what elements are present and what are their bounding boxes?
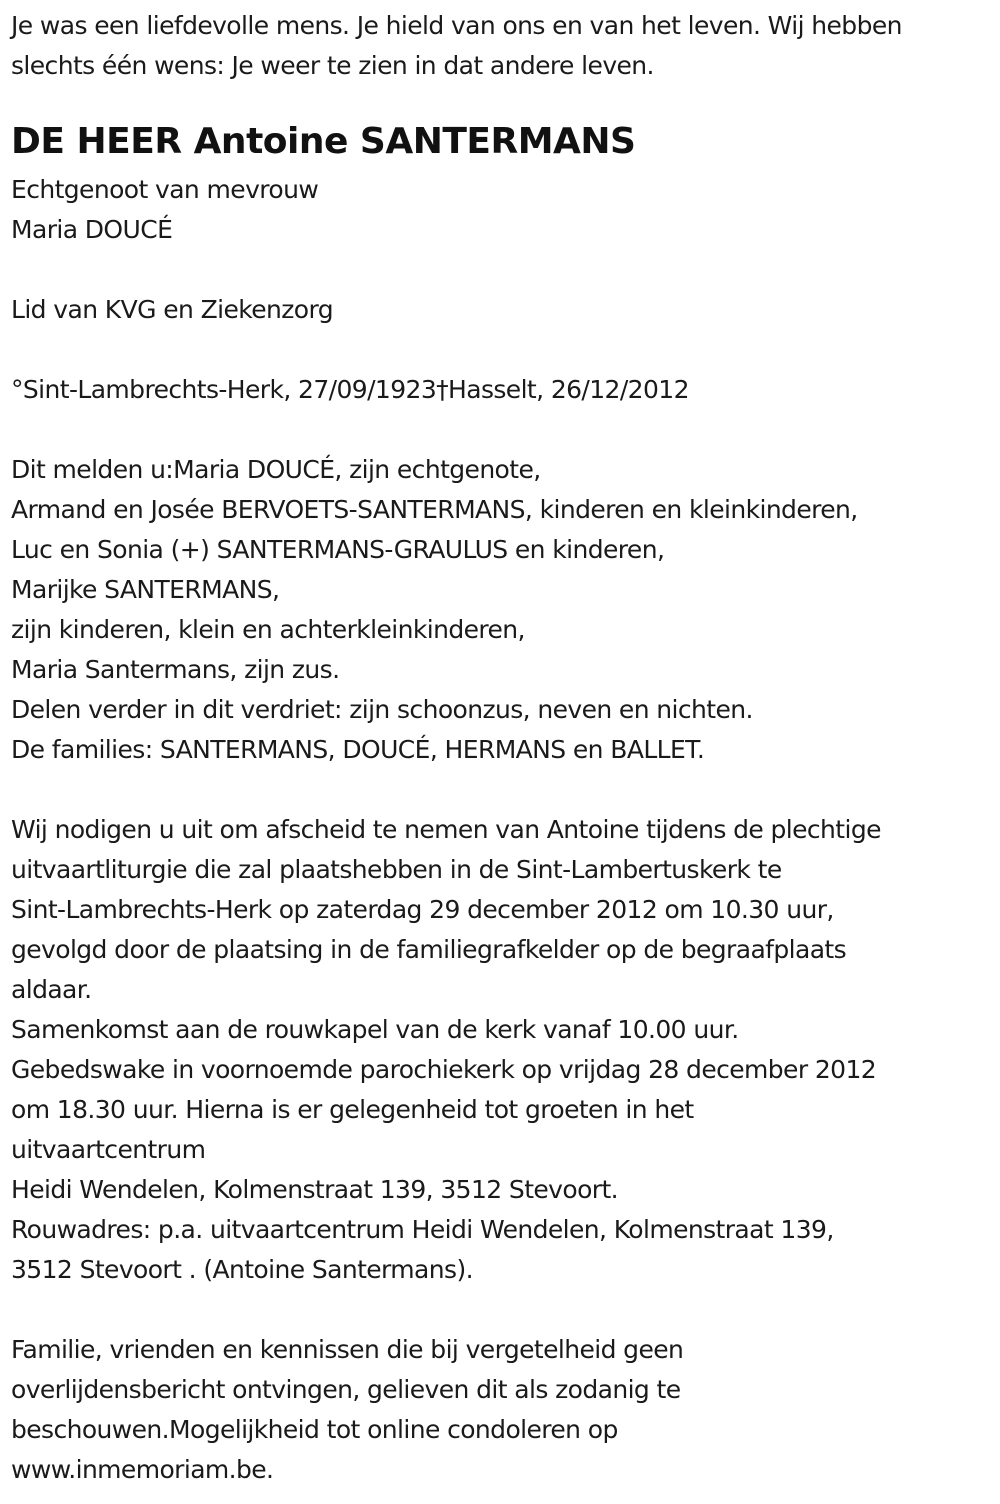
- announcer-line: Armand en Josée BERVOETS-SANTERMANS, kinderen en kleinkinderen,: [11, 495, 858, 524]
- ceremony-line: aldaar.: [11, 975, 92, 1004]
- ceremony-line: gevolgd door de plaatsing in de familiegrafkelder op de begraafplaats: [11, 935, 847, 964]
- closing-line: beschouwen.Mogelijkheid tot online condoleren op: [11, 1415, 618, 1444]
- quote-line: slechts één wens: Je weer te zien in dat andere leven.: [11, 51, 654, 80]
- spacer: [11, 250, 996, 290]
- closing-line: overlijdensbericht ontvingen, gelieven dit als zodanig te: [11, 1375, 681, 1404]
- membership-line: Lid van KVG en Ziekenzorg: [11, 295, 333, 324]
- ceremony-line: Rouwadres: p.a. uitvaartcentrum Heidi Wendelen, Kolmenstraat 139,: [11, 1215, 834, 1244]
- ceremony-line: om 18.30 uur. Hierna is er gelegenheid tot groeten in het: [11, 1095, 694, 1124]
- ceremony-block: [11, 810, 996, 1290]
- announcer-line: Delen verder in dit verdriet: zijn schoonzus, neven en nichten.: [11, 695, 753, 724]
- spouse-line: Maria DOUCÉ: [11, 215, 173, 244]
- ceremony-line: Heidi Wendelen, Kolmenstraat 139, 3512 Stevoort.: [11, 1175, 618, 1204]
- spacer: [11, 1290, 996, 1330]
- ceremony-line: Wij nodigen u uit om afscheid te nemen van Antoine tijdens de plechtige: [11, 815, 881, 844]
- announcer-line: De families: SANTERMANS, DOUCÉ, HERMANS en BALLET.: [11, 735, 705, 764]
- ceremony-line: 3512 Stevoort . (Antoine Santermans).: [11, 1255, 473, 1284]
- deceased-name: DE HEER Antoine SANTERMANS: [11, 121, 636, 162]
- announcer-line: Marijke SANTERMANS,: [11, 575, 280, 604]
- announcer-line: Dit melden u:Maria DOUCÉ, zijn echtgenote,: [11, 455, 541, 484]
- closing-line: Familie, vrienden en kennissen die bij vergetelheid geen: [11, 1335, 684, 1364]
- announcer-line: Luc en Sonia (+) SANTERMANS-GRAULUS en kinderen,: [11, 535, 665, 564]
- birth-death-line: °Sint-Lambrechts-Herk, 27/09/1923†Hasselt, 26/12/2012: [11, 375, 689, 404]
- announcers-block: [11, 450, 996, 770]
- obituary-notice: [11, 6, 996, 1490]
- spouse-line: Echtgenoot van mevrouw: [11, 175, 319, 204]
- spacer: [11, 410, 996, 450]
- spacer: [11, 330, 996, 370]
- ceremony-line: uitvaartcentrum: [11, 1135, 206, 1164]
- spouse-block: [11, 170, 996, 250]
- announcer-line: Maria Santermans, zijn zus.: [11, 655, 340, 684]
- quote-line: Je was een liefdevolle mens. Je hield van ons en van het leven. Wij hebben: [11, 11, 902, 40]
- announcer-line: zijn kinderen, klein en achterkleinkinderen,: [11, 615, 525, 644]
- ceremony-line: Samenkomst aan de rouwkapel van de kerk vanaf 10.00 uur.: [11, 1015, 739, 1044]
- closing-line: www.inmemoriam.be.: [11, 1455, 274, 1484]
- ceremony-line: uitvaartliturgie die zal plaatshebben in de Sint-Lambertuskerk te: [11, 855, 782, 884]
- opening-quote: [11, 6, 996, 86]
- spacer: [11, 770, 996, 810]
- ceremony-line: Sint-Lambrechts-Herk op zaterdag 29 december 2012 om 10.30 uur,: [11, 895, 834, 924]
- ceremony-line: Gebedswake in voornoemde parochiekerk op vrijdag 28 december 2012: [11, 1055, 877, 1084]
- closing-block: [11, 1330, 996, 1490]
